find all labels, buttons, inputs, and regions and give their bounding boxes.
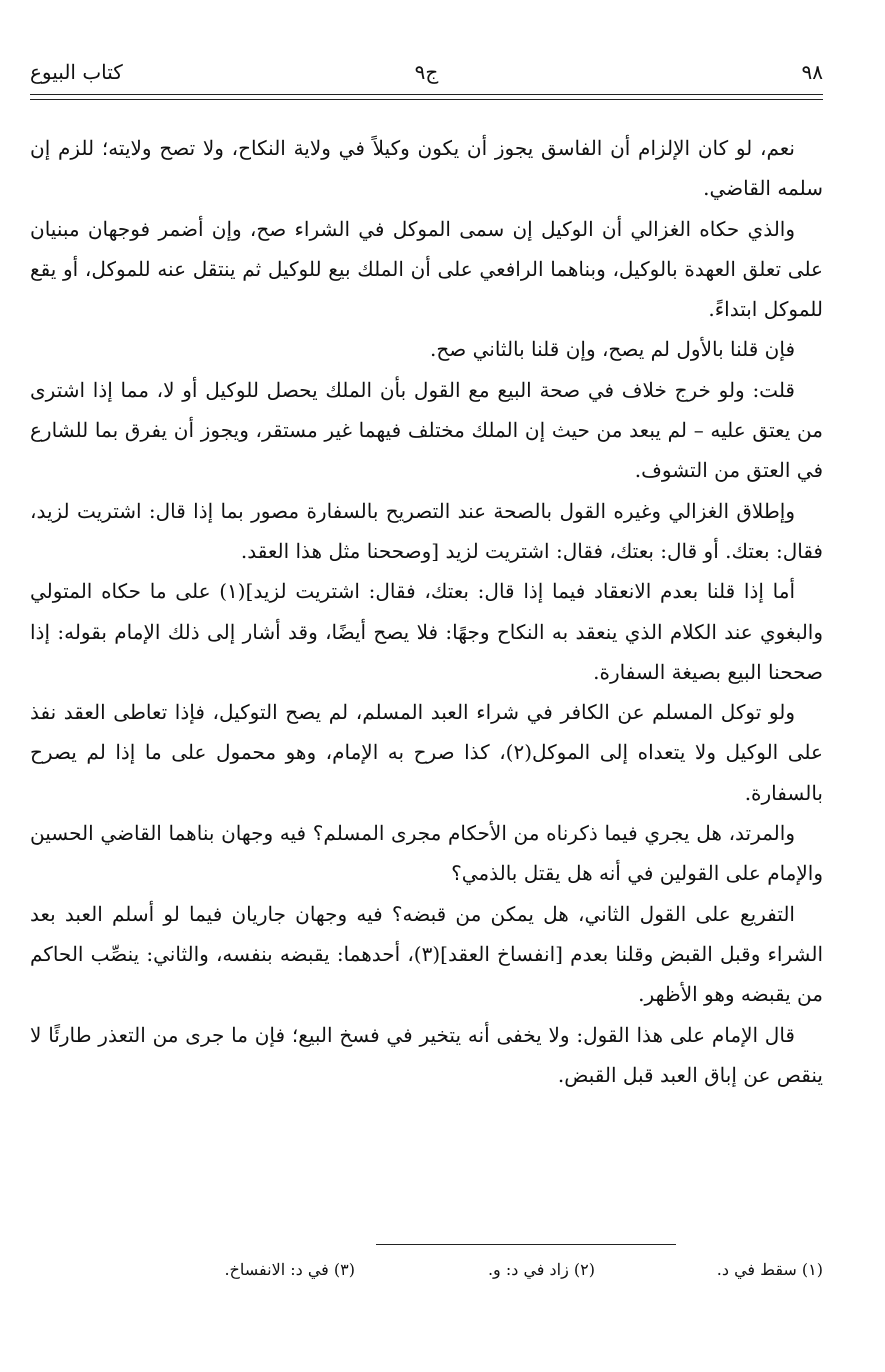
book-title: كتاب البيوع: [30, 60, 123, 84]
main-text: [30, 128, 823, 1095]
paragraph: والمرتد، هل يجري فيما ذكرناه من الأحكام مجرى المسلم؟ فيه وجهان بناهما القاضي الحسين والإمام على القولين في أنه هل يقتل بالذمي؟: [30, 821, 823, 886]
paragraph: قال الإمام على هذا القول: ولا يخفى أنه يتخير في فسخ البيع؛ فإن ما جرى من التعذر طارئًا لا ينقص عن إباق العبد قبل القبض.: [30, 1022, 823, 1087]
footnote: (٢) زاد في د: و.: [487, 1260, 595, 1279]
footnote: (٣) في د: الانفساخ.: [224, 1260, 355, 1279]
header-rule-thin: [30, 99, 823, 100]
header-rule-thick: [30, 94, 823, 95]
paragraph: فإن قلنا بالأول لم يصح، وإن قلنا بالثاني صح.: [429, 337, 795, 362]
running-header: [30, 58, 823, 94]
paragraph: التفريع على القول الثاني، هل يمكن من قبضه؟ فيه وجهان جاريان فيما لو أسلم العبد بعد الشراء وقبل القبض وقلنا بعدم [انفساخ العقد](٣)، أحدهما: يقبضه بنفسه، والثاني: ينصِّب الحاكم من يقبضه وهو الأظهر.: [30, 901, 823, 1007]
paragraph: نعم، لو كان الإلزام أن الفاسق يجوز أن يكون وكيلاً في ولاية النكاح، ولا تصح ولايته؛ للزم إن سلمه القاضي.: [30, 136, 823, 201]
footnote: (١) سقط في د.: [716, 1260, 823, 1279]
paragraph: قلت: ولو خرج خلاف في صحة البيع مع القول بأن الملك يحصل للوكيل أو لا، مما إذا اشترى من يعتق عليه – لم يبعد من حيث إن الملك مختلف فيهما غير مستقر، ويجوز أن يفرق بما للشارع في العتق من التشوف.: [30, 377, 823, 483]
page-number: ٩٨: [801, 60, 823, 84]
paragraph: والذي حكاه الغزالي أن الوكيل إن سمى الموكل في الشراء صح، وإن أضمر فوجهان مبنيان على تعلق العهدة بالوكيل، وبناهما الرافعي على أن الملك بيع للوكيل ثم ينتقل عنه للموكل، أو يقع للموكل ابتداءً.: [30, 216, 823, 322]
footnote-separator: [376, 1244, 676, 1245]
paragraph: أما إذا قلنا بعدم الانعقاد فيما إذا قال: بعتك، فقال: اشتريت لزيد](١) على ما حكاه المتولي والبغوي عند الكلام الذي ينعقد به النكاح وجهًا: فلا يصح أيضًا، وقد أشار إلى ذلك الإمام بقوله: إذا صححنا البيع بصيغة السفارة.: [30, 579, 824, 684]
paragraph: ولو توكل المسلم عن الكافر في شراء العبد المسلم، لم يصح التوكيل، فإذا تعاطى العقد نفذ على الوكيل ولا يتعداه إلى الموكل(٢)، كذا صرح به الإمام، وهو محمول على ما إذا لم يصرح بالسفارة.: [30, 700, 823, 805]
paragraph: وإطلاق الغزالي وغيره القول بالصحة عند التصريح بالسفارة مصور بما إذا قال: اشتريت لزيد، فقال: بعتك. أو قال: بعتك، فقال: اشتريت لزيد [وصححنا مثل هذا العقد.: [30, 498, 823, 563]
volume-label: ج٩: [414, 60, 439, 84]
